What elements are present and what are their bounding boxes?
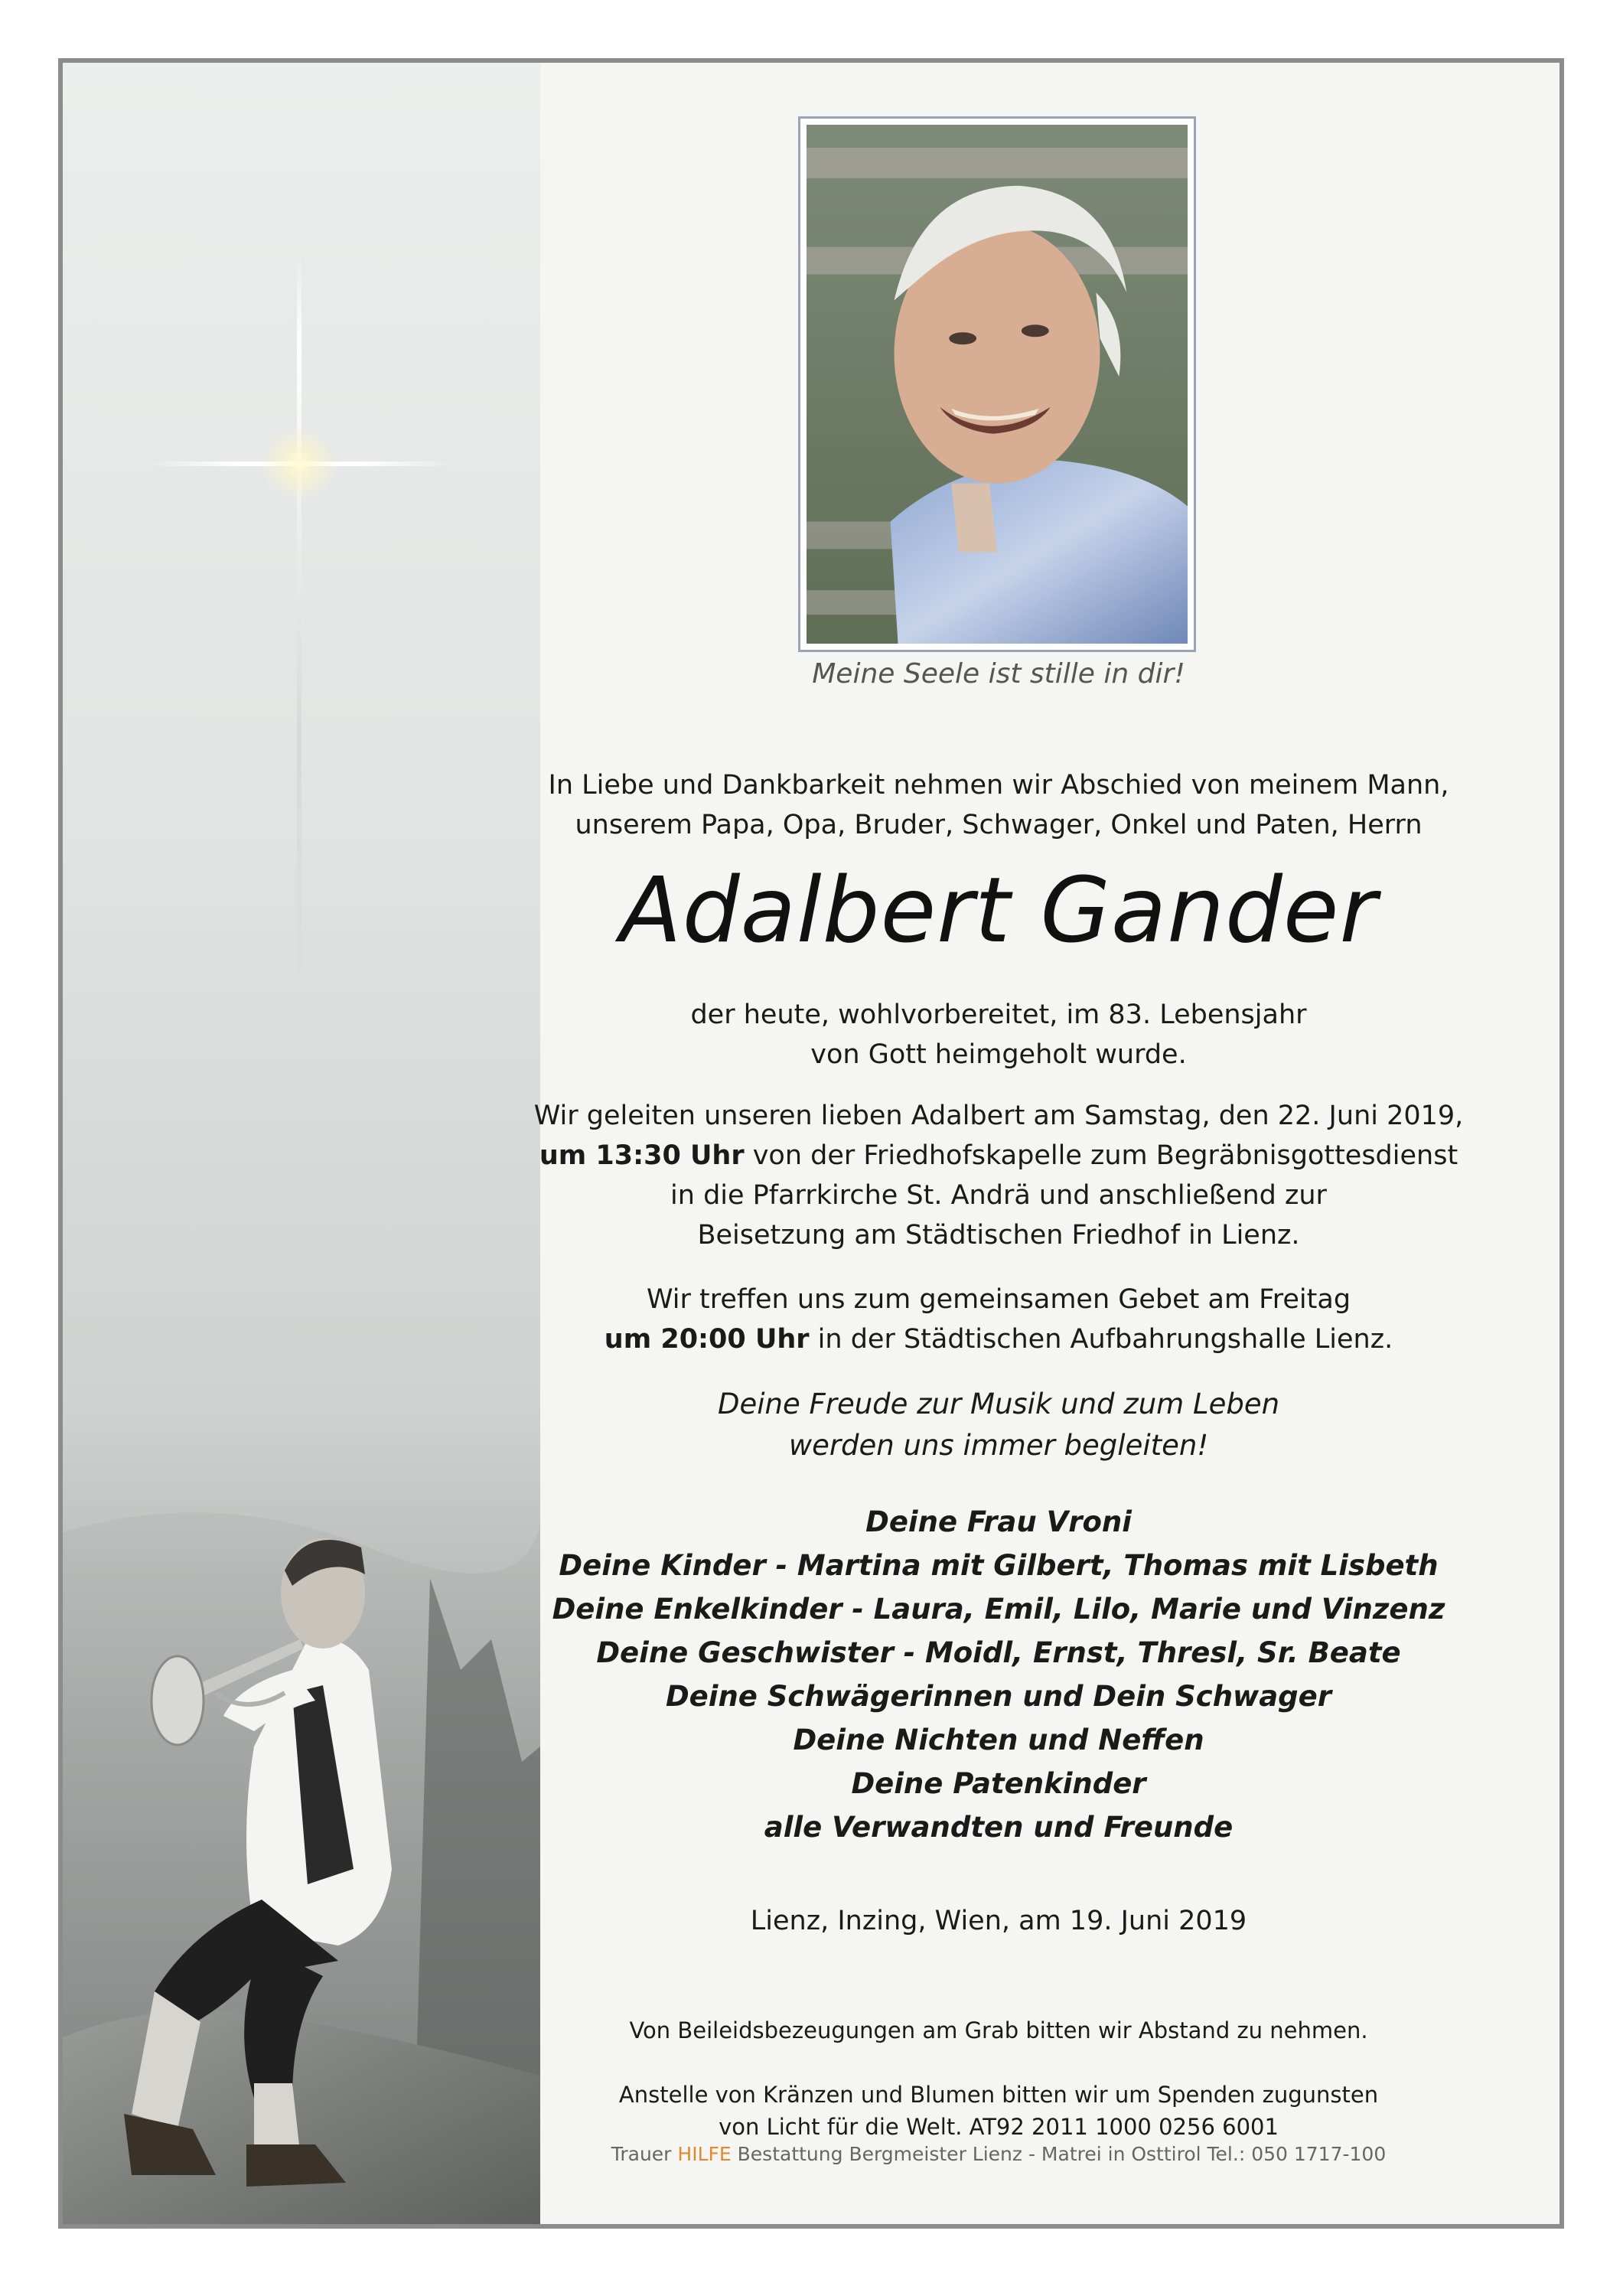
motto-text xyxy=(505,1384,1492,1466)
donation-line: Anstelle von Kränzen und Blumen bitten wir um Spenden zugunsten xyxy=(618,2082,1379,2108)
footer-trauer: Trauer xyxy=(611,2143,672,2165)
cross-vertical-beam xyxy=(297,254,301,1058)
passing-line: von Gott heimgeholt wurde. xyxy=(810,1039,1187,1070)
mourner-entry: Deine Patenkinder xyxy=(851,1767,1146,1800)
mourner-entry: Deine Nichten und Neffen xyxy=(793,1724,1204,1756)
funeral-time: um 13:30 Uhr xyxy=(539,1140,745,1171)
trumpeter-photo xyxy=(63,1440,540,2224)
motto-line: Deine Freude zur Musik und zum Leben xyxy=(717,1388,1280,1420)
footer-hilfe: HILFE xyxy=(677,2143,732,2165)
portrait-photo-frame xyxy=(798,116,1196,652)
mourner-entry: Deine Geschwister - Moidl, Ernst, Thresl, Sr. Beate xyxy=(596,1636,1401,1669)
funeral-home-footer xyxy=(505,2143,1492,2165)
prayer-line xyxy=(505,1319,1492,1359)
intro-text xyxy=(505,765,1492,845)
mourner-entry: Deine Schwägerinnen und Dein Schwager xyxy=(665,1680,1332,1713)
place-date: Lienz, Inzing, Wien, am 19. Juni 2019 xyxy=(750,1906,1247,1936)
intro-line: In Liebe und Dankbarkeit nehmen wir Abschied von meinem Mann, xyxy=(548,770,1449,801)
mourner-entry: alle Verwandten und Freunde xyxy=(764,1811,1234,1844)
mourner-entry: Deine Kinder - Martina mit Gilbert, Thomas mit Lisbeth xyxy=(559,1549,1439,1582)
footer-rest: Bestattung Bergmeister Lienz - Matrei in Osttirol Tel.: 050 1717-100 xyxy=(731,2143,1387,2165)
donation-line: von Licht für die Welt. AT92 2011 1000 0256 6001 xyxy=(719,2114,1279,2140)
intro-line: unserem Papa, Opa, Bruder, Schwager, Onkel und Paten, Herrn xyxy=(575,810,1423,840)
funeral-line-rest: von der Friedhofskapelle zum Begräbnisgottesdienst xyxy=(744,1140,1458,1171)
quote-text: Meine Seele ist stille in dir! xyxy=(812,658,1185,690)
mourner-entry: Deine Enkelkinder - Laura, Emil, Lilo, Marie und Vinzenz xyxy=(552,1593,1445,1626)
cross-light-glow xyxy=(261,426,337,502)
funeral-line: Wir geleiten unseren lieben Adalbert am Samstag, den 22. Juni 2019, xyxy=(533,1101,1464,1131)
prayer-line-rest: in der Städtischen Aufbahrungshalle Lienz. xyxy=(809,1324,1393,1355)
passing-text xyxy=(505,995,1492,1075)
prayer-line: Wir treffen uns zum gemeinsamen Gebet am Freitag xyxy=(646,1284,1351,1315)
passing-line: der heute, wohlvorbereitet, im 83. Lebensjahr xyxy=(690,1000,1307,1030)
motto-line: werden uns immer begleiten! xyxy=(788,1429,1209,1462)
funeral-details xyxy=(505,1096,1492,1255)
deceased-name: Adalbert Gander xyxy=(619,857,1378,963)
grave-notice: Von Beileidsbezeugungen am Grab bitten wir Abstand zu nehmen. xyxy=(629,2017,1368,2043)
decorative-side-panel xyxy=(63,63,540,2224)
funeral-line xyxy=(505,1136,1492,1176)
prayer-details xyxy=(505,1280,1492,1359)
donation-notice xyxy=(505,2079,1492,2143)
mourner-entry: Deine Frau Vroni xyxy=(865,1505,1132,1538)
funeral-line: in die Pfarrkirche St. Andrä und anschließend zur xyxy=(670,1180,1327,1211)
prayer-time: um 20:00 Uhr xyxy=(604,1324,810,1355)
mourners-list xyxy=(505,1500,1492,1849)
portrait-photo xyxy=(807,125,1188,644)
funeral-line: Beisetzung am Städtischen Friedhof in Lienz. xyxy=(697,1220,1300,1251)
